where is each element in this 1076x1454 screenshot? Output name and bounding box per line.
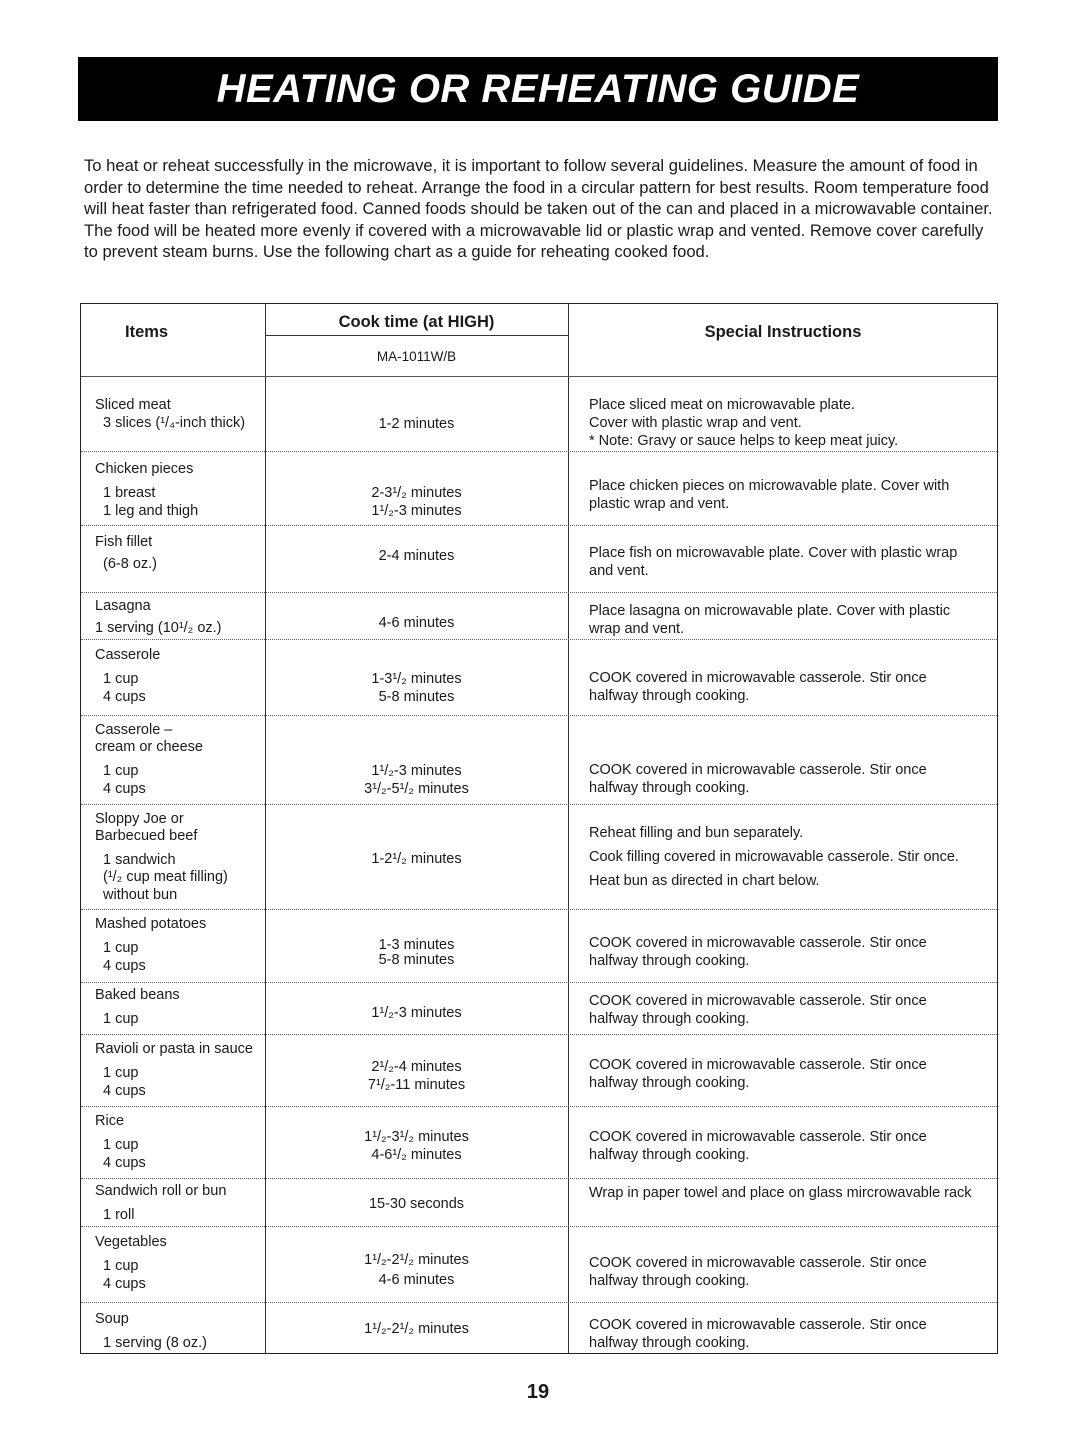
food-item-detail: 1 cup (103, 671, 139, 687)
cook-time: 4-6 minutes (378, 615, 455, 631)
header-rule (265, 335, 568, 336)
special-instruction: COOK covered in microwavable casserole. Stir once halfway through cooking. (589, 1255, 927, 1289)
table-row (81, 1106, 997, 1179)
table-row (81, 1034, 997, 1107)
food-item-detail: 1 cup (103, 1137, 139, 1153)
header-special-instructions: Special Instructions (704, 323, 862, 341)
special-instruction: COOK covered in microwavable casserole. Stir once halfway through cooking. (589, 1129, 927, 1163)
special-instruction: COOK covered in microwavable casserole. Stir once halfway through cooking. (589, 1317, 927, 1351)
food-item-detail: 1 cup (103, 940, 139, 956)
cook-time: 1-3 minutes (378, 937, 455, 953)
cook-time: 1¹/₂-3 minutes (371, 503, 462, 519)
special-instruction: Reheat filling and bun separately. (589, 825, 804, 841)
food-item-detail: 1 cup (103, 1065, 139, 1081)
food-item-detail: cream or cheese (95, 739, 203, 755)
food-item-name: Vegetables (95, 1234, 167, 1250)
special-instruction: COOK covered in microwavable casserole. Stir once halfway through cooking. (589, 670, 927, 704)
special-instruction: Place chicken pieces on microwavable plate. Cover with plastic wrap and vent. (589, 478, 950, 512)
special-instruction: Heat bun as directed in chart below. (589, 873, 820, 889)
cook-time: 1-2¹/₂ minutes (371, 851, 462, 867)
food-item-detail: 3 slices (¹/₄-inch thick) (103, 415, 246, 431)
food-item-detail: (¹/₂ cup meat filling) (103, 869, 228, 885)
table-row (81, 525, 997, 593)
cook-time: 2-3¹/₂ minutes (371, 485, 462, 501)
header-items: Items (125, 323, 169, 341)
table-row (81, 639, 997, 716)
cook-time: 1¹/₂-2¹/₂ minutes (364, 1321, 469, 1337)
food-item-detail: 1 breast (103, 485, 156, 501)
intro-paragraph: To heat or reheat successfully in the microwave, it is important to follow several guidelines. Measure the amount of food in order to determine the time needed to reheat. Arrange the food in a circular pattern for best results. Room temperature food will heat faster than refrigerated food. Canned foods should be taken out of the can and placed in a microwavable container. The food will be heated more evenly if covered with a microwavable lid or plastic wrap and vented. Remove cover carefully to prevent steam burns. Use the following chart as a guide for reheating cooked food. (84, 156, 993, 261)
food-item-name: Mashed potatoes (95, 916, 207, 932)
food-item-detail: 1 leg and thigh (103, 503, 199, 519)
food-item-detail: 4 cups (103, 781, 146, 797)
table-row (81, 715, 997, 805)
table-row (81, 592, 997, 640)
special-instruction: Place fish on microwavable plate. Cover with plastic wrap and vent. (589, 545, 958, 579)
food-item-name: Sliced meat (95, 397, 171, 413)
food-item-name: Fish fillet (95, 534, 153, 550)
food-item-detail: Barbecued beef (95, 828, 198, 844)
food-item-detail: 1 serving (10¹/₂ oz.) (95, 620, 222, 636)
special-instruction: COOK covered in microwavable casserole. Stir once halfway through cooking. (589, 935, 927, 969)
food-item-detail: 1 roll (103, 1207, 135, 1223)
cook-time: 1-3¹/₂ minutes (371, 671, 462, 687)
food-item-name: Sandwich roll or bun (95, 1183, 227, 1199)
special-instruction: Place lasagna on microwavable plate. Cover with plastic wrap and vent. (589, 603, 951, 637)
page-title: HEATING OR REHEATING GUIDE (216, 66, 860, 111)
title-banner (78, 57, 998, 121)
table-row (81, 376, 997, 452)
food-item-detail: 4 cups (103, 958, 146, 974)
special-instruction: Cover with plastic wrap and vent. (589, 415, 802, 431)
food-item-name: Baked beans (95, 987, 180, 1003)
table-row (81, 804, 997, 910)
cook-time: 7¹/₂-11 minutes (367, 1077, 466, 1093)
food-item-detail: 1 cup (103, 763, 139, 779)
cook-time: 4-6 minutes (378, 1272, 455, 1288)
cook-time: 3¹/₂-5¹/₂ minutes (364, 781, 469, 797)
table-row (81, 451, 997, 526)
food-item-detail: 4 cups (103, 1083, 146, 1099)
food-item-name: Lasagna (95, 598, 151, 614)
table-row (81, 1178, 997, 1227)
header-model: MA-1011W/B (376, 349, 457, 364)
food-item-name: Chicken pieces (95, 461, 194, 477)
food-item-name: Rice (95, 1113, 125, 1129)
cook-time: 1¹/₂-3 minutes (371, 763, 462, 779)
food-item-detail: 4 cups (103, 1155, 146, 1171)
food-item-name: Casserole – (95, 722, 173, 738)
food-item-detail: 1 cup (103, 1258, 139, 1274)
header-cook-time: Cook time (at HIGH) (338, 313, 495, 331)
page-number: 19 (526, 1381, 550, 1403)
food-item-name: Sloppy Joe or (95, 811, 184, 827)
special-instruction: COOK covered in microwavable casserole. Stir once halfway through cooking. (589, 993, 927, 1027)
cook-time: 2¹/₂-4 minutes (371, 1059, 462, 1075)
special-instruction: Cook filling covered in microwavable casserole. Stir once. (589, 849, 959, 865)
food-item-detail: 4 cups (103, 689, 146, 705)
food-item-detail: 4 cups (103, 1276, 146, 1292)
food-item-detail: 1 sandwich (103, 852, 176, 868)
cook-time: 1¹/₂-3¹/₂ minutes (364, 1129, 469, 1145)
cook-time: 15-30 seconds (368, 1196, 465, 1212)
table-row (81, 982, 997, 1035)
cook-time: 5-8 minutes (378, 952, 455, 968)
cook-time: 1¹/₂-3 minutes (371, 1005, 462, 1021)
special-instruction: * Note: Gravy or sauce helps to keep meat juicy. (589, 433, 899, 449)
cook-time: 5-8 minutes (378, 689, 455, 705)
food-item-detail: (6-8 oz.) (103, 556, 157, 572)
food-item-detail: 1 serving (8 oz.) (103, 1335, 207, 1351)
table-header (81, 304, 997, 377)
reheating-guide-table (80, 303, 998, 1354)
table-row (81, 1226, 997, 1303)
special-instruction: COOK covered in microwavable casserole. Stir once halfway through cooking. (589, 762, 927, 796)
food-item-detail: without bun (103, 887, 178, 903)
food-item-name: Ravioli or pasta in sauce (95, 1041, 253, 1057)
food-item-detail: 1 cup (103, 1011, 139, 1027)
special-instruction: Wrap in paper towel and place on glass mircrowavable rack (589, 1185, 972, 1201)
cook-time: 1-2 minutes (378, 416, 455, 432)
special-instruction: Place sliced meat on microwavable plate. (589, 397, 855, 413)
food-item-name: Soup (95, 1311, 129, 1327)
table-row (81, 909, 997, 983)
special-instruction: COOK covered in microwavable casserole. Stir once halfway through cooking. (589, 1057, 927, 1091)
food-item-name: Casserole (95, 647, 161, 663)
table-row (81, 1302, 997, 1354)
cook-time: 1¹/₂-2¹/₂ minutes (364, 1252, 469, 1268)
cook-time: 4-6¹/₂ minutes (371, 1147, 462, 1163)
cook-time: 2-4 minutes (378, 548, 455, 564)
